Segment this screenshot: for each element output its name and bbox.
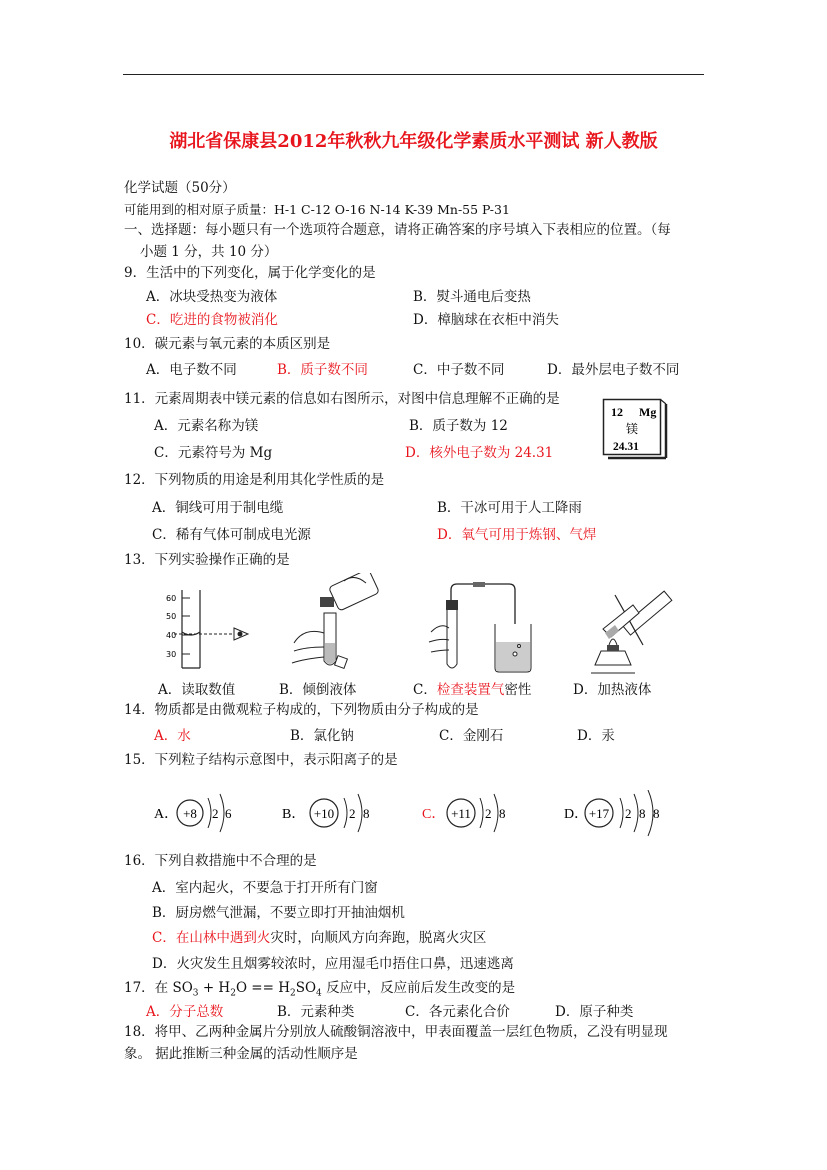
shell-electrons: 2: [485, 806, 492, 821]
tick-label: 60: [166, 594, 177, 603]
figure-pouring-liquid: [284, 573, 394, 673]
shell-electrons: 8: [653, 806, 660, 821]
tick-label: 40: [166, 631, 177, 640]
q9-stem: 9．生活中的下列变化，属于化学变化的是: [124, 265, 376, 281]
q15-option-c-label: C．: [422, 807, 446, 822]
atomic-masses-line: 可能用到的相对原子质量：H-1 C-12 O-16 N-14 K-39 Mn-55 P-31: [124, 202, 510, 217]
shell-electrons: 2: [349, 806, 356, 821]
q9-option-a: A．冰块受热变为液体: [146, 289, 278, 305]
q17-option-b: B．元素种类: [277, 1004, 355, 1020]
shell-electrons: 8: [363, 806, 370, 821]
q11-stem: 11．元素周期表中镁元素的信息如右图所示，对图中信息理解不正确的是: [124, 391, 560, 407]
q16-option-b: B．厨房燃气泄漏，不要立即打开抽油烟机: [152, 905, 405, 921]
q12-stem: 12．下列物质的用途是利用其化学性质的是: [124, 472, 385, 488]
section-instructions: 一、选择题：每小题只有一个选项符合题意，请将正确答案的序号填入下表相应的位置。（每: [124, 222, 671, 238]
electron-shell: [494, 794, 498, 832]
q15-option-d-label: D．: [564, 807, 589, 822]
figure-airtightness-check: [423, 582, 533, 674]
nucleus-charge: +11: [451, 806, 471, 821]
electron-shell: [480, 798, 483, 828]
shell-electrons: 8: [499, 806, 506, 821]
nucleus-charge: +8: [183, 806, 197, 821]
q12-option-d: D．氧气可用于炼钢、气焊: [437, 527, 597, 543]
q13-option-d: D．加热液体: [573, 682, 652, 698]
q17-stem: 17．在 $SO_3 + H_2O == H_2SO_4$ 反应中，反应前后发生改变的是: [124, 980, 516, 999]
header-rule: [123, 74, 704, 75]
tick-label: 30: [166, 650, 177, 659]
q14-option-b: B．氯化钠: [290, 728, 354, 744]
electron-shell: [220, 794, 224, 832]
q14-option-d: D．汞: [577, 728, 615, 744]
q17-option-a: A．分子总数: [146, 1004, 224, 1020]
magnesium-element-card: [602, 398, 668, 460]
q15-option-b-label: B．: [282, 807, 306, 822]
shell-electrons: 8: [639, 806, 646, 821]
shell-electrons: 2: [212, 806, 219, 821]
q15-stem: 15．下列粒子结构示意图中，表示阳离子的是: [124, 752, 398, 768]
electron-shell: [358, 794, 362, 832]
subject-line: 化学试题（50分）: [124, 180, 236, 196]
q11-option-c: C．元素符号为 Mg: [154, 445, 273, 461]
q12-option-b: B．干冰可用于人工降雨: [437, 500, 582, 516]
q17-option-d: D．原子种类: [555, 1004, 634, 1020]
q13-stem: 13．下列实验操作正确的是: [124, 552, 290, 568]
q13-option-a: A．读取数值: [158, 682, 236, 698]
q16-option-d: D．火灾发生且烟雾较浓时，应用湿毛巾捂住口鼻，迅速逃离: [152, 956, 514, 972]
q18-stem: 18．将甲、乙两种金属片分别放人硫酸铜溶液中，甲表面覆盖一层红色物质，乙没有明显现: [124, 1024, 668, 1040]
q16-option-c: C．在山林中遇到火灾时，向顺风方向奔跑，脱离火灾区: [152, 930, 487, 946]
q13-option-c: C．检查装置气密性: [413, 682, 532, 698]
tick-label: 50: [166, 612, 177, 621]
card-atomic-mass: 24.31: [613, 441, 639, 453]
q10-option-c: C．中子数不同: [413, 362, 505, 378]
shell-electrons: 2: [625, 806, 632, 821]
shell-electrons: 6: [225, 806, 232, 821]
q10-option-d: D．最外层电子数不同: [547, 362, 680, 378]
nucleus-charge: +17: [588, 806, 610, 821]
figure-graduated-cylinder: [160, 588, 255, 670]
q18-stem-cont: 象。 据此推断三种金属的活动性顺序是: [124, 1046, 358, 1062]
q9-option-b: B．熨斗通电后变热: [413, 289, 531, 305]
q17-option-c: C．各元素化合价: [405, 1004, 510, 1020]
electron-shell: [208, 798, 211, 828]
q10-stem: 10．碳元素与氧元素的本质区别是: [124, 336, 331, 352]
q9-option-d: D．樟脑球在衣柜中消失: [413, 312, 559, 328]
q12-option-c: C．稀有气体可制成电光源: [152, 527, 311, 543]
electron-shell: [634, 794, 638, 832]
q11-option-b: B．质子数为 12: [409, 418, 508, 434]
q9-option-c: C．吃进的食物被消化: [146, 312, 278, 328]
electron-shell: [344, 798, 347, 828]
q16-stem: 16．下列自救措施中不合理的是: [124, 853, 317, 869]
q15-option-a-label: A．: [154, 807, 179, 822]
q14-stem: 14．物质都是由微观粒子构成的，下列物质由分子构成的是: [124, 702, 479, 718]
electron-shell: [620, 798, 623, 828]
card-symbol: Mg: [639, 405, 657, 419]
card-atomic-number: 12: [611, 405, 623, 419]
card-element-name: 镁: [626, 422, 639, 436]
q13-option-b: B．倾倒液体: [279, 682, 357, 698]
q10-option-b: B．质子数不同: [277, 362, 368, 378]
q11-option-a: A．元素名称为镁: [154, 418, 259, 434]
q10-option-a: A．电子数不同: [146, 362, 237, 378]
q14-option-a: A．水: [154, 728, 191, 744]
section-instructions-cont: 小题 1 分，共 10 分）: [140, 244, 278, 260]
figure-heating-liquid: [585, 589, 677, 675]
q16-option-a: A．室内起火，不要急于打开所有门窗: [152, 880, 378, 896]
q11-option-d: D．核外电子数为 24.31: [405, 445, 554, 461]
nucleus-charge: +10: [313, 806, 335, 821]
q14-option-c: C．金刚石: [439, 728, 504, 744]
q12-option-a: A．铜线可用于制电缆: [152, 500, 284, 516]
particle-structure-diagrams: [150, 790, 690, 838]
page-title: 湖北省保康县2012年秋秋九年级化学素质水平测试 新人教版: [169, 131, 658, 152]
